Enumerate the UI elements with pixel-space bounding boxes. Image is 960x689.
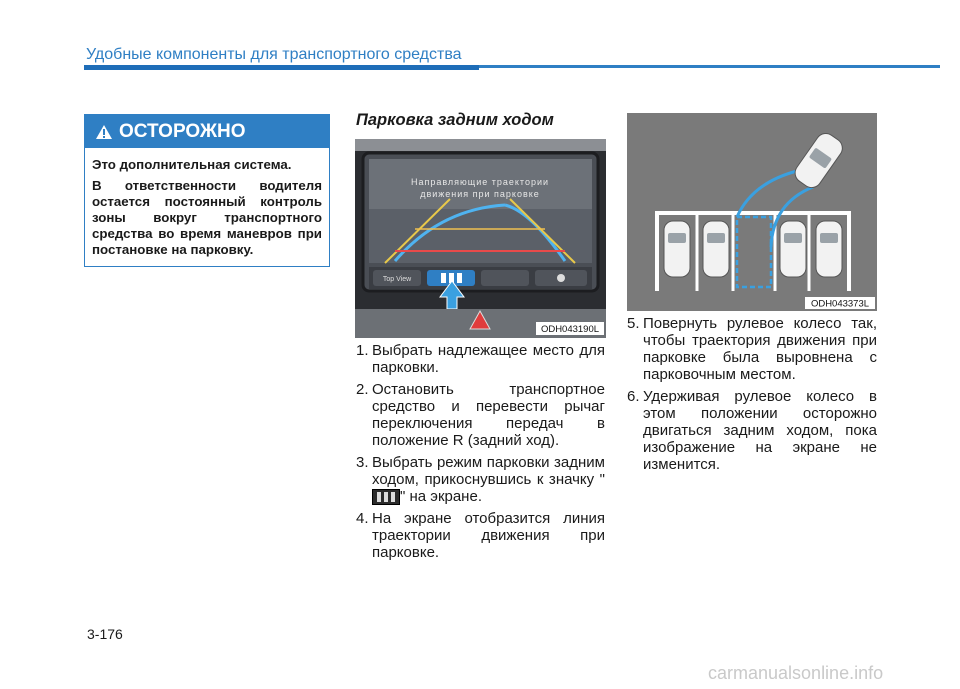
step-text: На экране отобразится линия траектории движения при парковке. xyxy=(372,510,605,561)
step-item xyxy=(356,454,605,505)
step-number: 2. xyxy=(356,381,369,398)
step-item xyxy=(627,388,877,473)
figure-parking-screen xyxy=(355,139,606,338)
watermark: carmanualsonline.info xyxy=(708,663,884,683)
steps-list-1 xyxy=(356,342,605,566)
steps-list-2 xyxy=(627,315,877,478)
top-view-label: Top View xyxy=(382,276,412,283)
section-title: Парковка задним ходом xyxy=(356,111,554,129)
step-number: 3. xyxy=(356,454,369,471)
step-text-after: " на экране. xyxy=(400,488,482,505)
step-number: 4. xyxy=(356,510,369,527)
warning-body xyxy=(85,148,329,258)
parking-diagram-illustration xyxy=(627,113,877,311)
step-text: Выбрать надлежащее место для парковки. xyxy=(372,342,605,376)
warning-box xyxy=(84,114,330,267)
figure2-code: ODH043373L xyxy=(810,298,870,310)
step-number: 1. xyxy=(356,342,369,359)
warning-triangle-icon xyxy=(95,124,113,140)
step-text xyxy=(372,454,605,505)
header-title: Удобные компоненты для транспортного средства xyxy=(86,46,462,63)
warning-heading-bar xyxy=(85,115,329,148)
warning-text-2: В ответственности водителя остается постоянный контроль зоны вокруг транспортного средства во время маневров при постановке на парковку. xyxy=(92,178,322,257)
step-item xyxy=(356,342,605,376)
step-number: 6. xyxy=(627,388,640,405)
warning-text-1: Это дополнительная система. xyxy=(92,157,292,172)
step-text: Повернуть рулевое колесо так, чтобы траектория движения при парковке была выровнена с парковочным местом. xyxy=(643,315,877,383)
step-item xyxy=(356,510,605,561)
figure1-code: ODH043190L xyxy=(540,324,600,335)
step-text-before: Выбрать режим парковки задним ходом, прикоснувшись к значку " xyxy=(372,454,605,488)
step-text: Удерживая рулевое колесо в этом положении осторожно двигаться задним ходом, пока изображение на экране не изменится. xyxy=(643,388,877,473)
step-number: 5. xyxy=(627,315,640,332)
warning-heading: ОСТОРОЖНО xyxy=(119,120,246,142)
figure-parking-diagram xyxy=(627,113,877,311)
step-text: Остановить транспортное средство и перевести рычаг переключения передач в положение R (задний ход). xyxy=(372,381,605,449)
screen-text-1: Направляющие траектории xyxy=(410,177,550,187)
page-number: 3-176 xyxy=(87,626,123,642)
header-rule-accent xyxy=(84,65,479,70)
step-item xyxy=(627,315,877,383)
step-item xyxy=(356,381,605,449)
screen-text-2: движения при парковке xyxy=(420,189,540,199)
parking-mode-icon xyxy=(372,489,400,505)
parking-screen-illustration xyxy=(355,139,606,338)
